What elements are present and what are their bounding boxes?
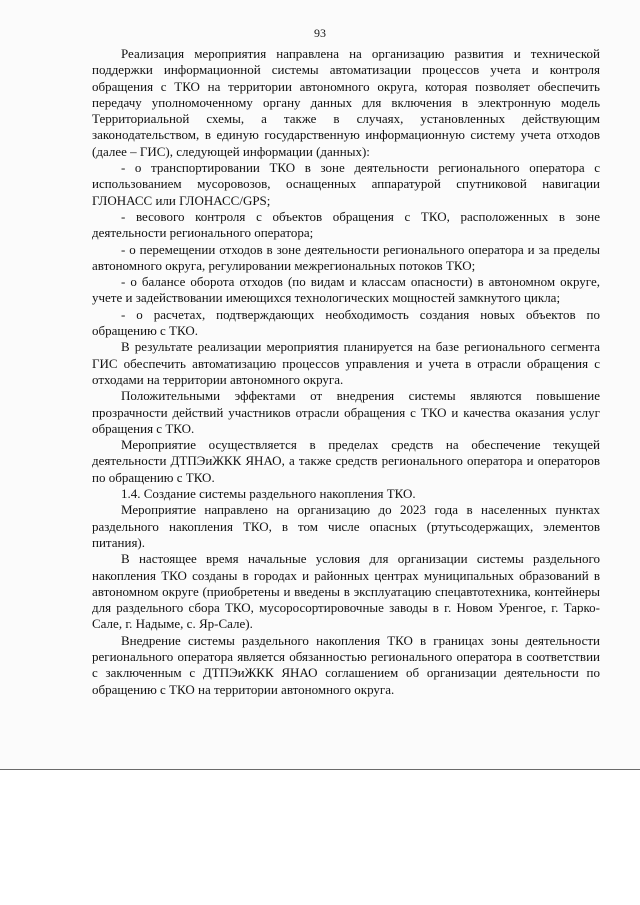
list-item-transport: - о транспортировании ТКО в зоне деятельности регионального оператора с использованием мусоровозов, оснащенных аппаратурой спутниковой навигации ГЛОНАСС или ГЛОНАСС/GPS; — [92, 160, 600, 208]
paragraph-funding: Мероприятие осуществляется в пределах средств на обеспечение текущей деятельности ДТПЭиЖКК ЯНАО, а также средств регионального оператора и операторов по обращению с ТКО. — [92, 437, 600, 485]
paragraph-effects: Положительными эффектами от внедрения системы являются повышение прозрачности действий участников отрасли обращения с ТКО и качества оказания услуг обращения с ТКО. — [92, 388, 600, 436]
blank-area — [0, 770, 640, 905]
page-body — [92, 46, 600, 698]
paragraph-implementation: Внедрение системы раздельного накопления ТКО в границах зоны деятельности регионального оператора является обязанностью регионального оператора в соответствии с заключенным с ДТПЭиЖКК ЯНАО соглашением об организации деятельности по обращению с ТКО на территории автономного округа. — [92, 632, 600, 697]
paragraph-goal: Мероприятие направлено на организацию до 2023 года в населенных пунктах раздельного накопления ТКО, в том числе опасных (ртутьсодержащих, элементов питания). — [92, 502, 600, 550]
paragraph-intro: Реализация мероприятия направлена на организацию развития и технической поддержки информационной системы автоматизации процессов учета и контроля обращения с ТКО на территории автономного округа, которая позволяет обеспечить передачу уполномоченному органу данных для включения в электронную модель Территориальной схемы, а также в случаях, установленных действующим законодательством, в единую государственную информационную систему учета отходов (далее – ГИС), следующей информации (данных): — [92, 46, 600, 159]
paragraph-result: В результате реализации мероприятия планируется на базе регионального сегмента ГИС обеспечить автоматизацию процессов управления и учета в отрасли обращения с отходами на территории автономного округа. — [92, 339, 600, 387]
list-item-waste-movement: - о перемещении отходов в зоне деятельности регионального оператора и за пределы автономного округа, регулировании межрегиональных потоков ТКО; — [92, 241, 600, 273]
list-item-calculations: - о расчетах, подтверждающих необходимость создания новых объектов по обращению с ТКО. — [92, 306, 600, 339]
page-number: 93 — [314, 26, 326, 40]
section-heading: 1.4. Создание системы раздельного накопления ТКО. — [121, 486, 416, 502]
list-item-waste-balance: - о балансе оборота отходов (по видам и классам опасности) в автономном округе, учете и задействовании имеющихся технологических мощностей замкнутого цикла; — [92, 274, 600, 306]
paragraph-current-state: В настоящее время начальные условия для организации системы раздельного накопления ТКО созданы в городах и районных центрах муниципальных образований в автономном округе (приобретены и введены в эксплуатацию спецавтотехника, контейнеры для раздельного сбора ТКО, мусоросортировочные заводы в г. Новом Уренгое, г. Тарко-Сале, г. Надыме, с. Яр-Сале). — [92, 551, 600, 632]
list-item-weight-control: - весового контроля с объектов обращения с ТКО, расположенных в зоне деятельности регионального оператора; — [92, 208, 600, 241]
